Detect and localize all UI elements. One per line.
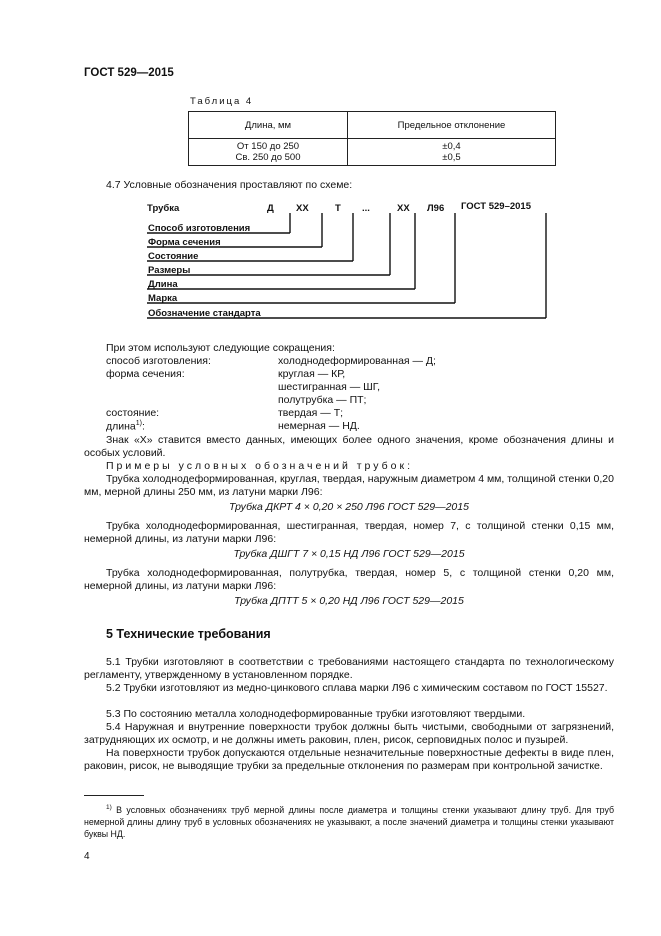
schema-label: Марка <box>148 293 178 304</box>
footnote-ref: 1) <box>135 420 142 427</box>
schema-top-item: Л96 <box>427 203 445 214</box>
schema-label: Длина <box>148 279 178 290</box>
schema-label: Состояние <box>148 251 199 262</box>
footnote-text: В условных обозначениях труб мерной длины после диаметра и толщины стенки указывают длину труб. Для труб немерной длины длину труб в условных обозначениях не указывают, а после значений диаметра и толщины стенки указывают буквы НД. <box>84 804 614 839</box>
schema-label: Форма сечения <box>148 237 221 248</box>
section-5-heading: 5 Технические требования <box>106 627 271 641</box>
abbr-value: твердая — Т; <box>278 407 344 419</box>
abbr-value: круглая — КР, <box>278 368 346 380</box>
footnote <box>84 802 614 840</box>
table-caption: Таблица 4 <box>190 96 254 107</box>
schema-top-item: Трубка <box>147 203 180 214</box>
abbr-value: немерная — НД. <box>278 420 360 432</box>
table-cell: ±0,4 <box>442 141 461 152</box>
abbr-value: шестигранная — ШГ, <box>278 381 381 393</box>
table-cell: От 150 до 250 <box>236 141 300 152</box>
example-3-text: Трубка холоднодеформированная, полутрубка, твердая, номер 5, с толщиной стенки 0,20 мм, немерной длины, из латуни марки Л96: <box>84 567 614 592</box>
schema-top-item: ... <box>362 203 370 214</box>
example-2-code: Трубка ДШГТ 7 × 0,15 НД Л96 ГОСТ 529—2015 <box>233 548 465 560</box>
paragraph-5-1: 5.1 Трубки изготовляют в соответствии с требованиями настоящего стандарта по технологическому регламенту, утвержденному в установленном порядке. <box>84 656 614 681</box>
abbr-key: длина <box>106 420 136 433</box>
example-1-text: Трубка холоднодеформированная, круглая, твердая, наружным диаметром 4 мм, толщиной стенки 0,20 мм, мерной длины 250 мм, из латуни марки Л96: <box>84 473 614 498</box>
example-1-code: Трубка ДКРТ 4 × 0,20 × 250 Л96 ГОСТ 529—2015 <box>229 501 469 513</box>
table-cell: Св. 250 до 500 <box>235 152 301 163</box>
paragraph-5-4b: На поверхности трубок допускаются отдельные незначительные поверхностные дефекты в виде плен, раковин, рисок, не выводящие трубки за предельные отклонения по размерам при контрольной зачистке. <box>84 747 614 772</box>
footnote-mark: 1) <box>106 804 112 811</box>
abbr-key: состояние: <box>106 407 160 419</box>
paragraph-znak: Знак «Х» ставится вместо данных, имеющих более одного значения, кроме обозначения длины и особых условий. <box>84 434 614 459</box>
paragraph-4-7: 4.7 Условные обозначения проставляют по схеме: <box>106 179 353 191</box>
table-cell: ±0,5 <box>442 152 461 163</box>
footnote-mark-wrap <box>84 805 112 815</box>
schema-top-item: Т <box>335 203 341 214</box>
table-header-tolerance: Предельное отклонение <box>348 112 556 139</box>
abbr-key-length <box>106 420 145 433</box>
example-2-text: Трубка холоднодеформированная, шестигранная, твердая, номер 7, с толщиной стенки 0,15 мм, немерной длины, из латуни марки Л96: <box>84 520 614 545</box>
abbr-key: форма сечения: <box>106 368 185 380</box>
schema-label: Обозначение стандарта <box>148 308 261 319</box>
schema-top-item: ХХ <box>397 203 410 214</box>
page-number: 4 <box>84 851 90 862</box>
abbr-value: полутрубка — ПТ; <box>278 394 367 406</box>
examples-title: Примеры условных обозначений трубок: <box>106 460 413 472</box>
schema-label: Размеры <box>148 265 191 276</box>
footnote-separator <box>84 795 144 796</box>
paragraph-5-3: 5.3 По состоянию металла холоднодеформированные трубки изготовляют твердыми. <box>106 708 526 720</box>
abbr-value: холоднодеформированная — Д; <box>278 355 436 367</box>
schema-label: Способ изготовления <box>148 223 251 234</box>
abbr-key-colon: : <box>142 420 145 433</box>
schema-top-item: Д <box>267 203 274 214</box>
schema-top-item: ГОСТ 529–2015 <box>461 201 531 212</box>
abbr-key: способ изготовления: <box>106 355 211 367</box>
paragraph-5-2: 5.2 Трубки изготовляют из медно-цинкового сплава марки Л96 с химическим составом по ГОСТ 15527. <box>106 682 608 694</box>
paragraph-5-4: 5.4 Наружная и внутренние поверхности трубок должны быть чистыми, свободными от загрязнений, затрудняющих их осмотр, и не должны иметь раковин, плен, рисок, серповидных полос и пузырей. <box>84 721 614 746</box>
example-3-code: Трубка ДПТТ 5 × 0,20 НД Л96 ГОСТ 529—2015 <box>234 595 464 607</box>
abbr-intro: При этом используют следующие сокращения: <box>106 342 335 354</box>
schema-top-item: ХХ <box>296 203 309 214</box>
designation-schema <box>0 0 661 336</box>
document-header: ГОСТ 529—2015 <box>84 67 174 79</box>
table-header-length: Длина, мм <box>189 112 348 139</box>
